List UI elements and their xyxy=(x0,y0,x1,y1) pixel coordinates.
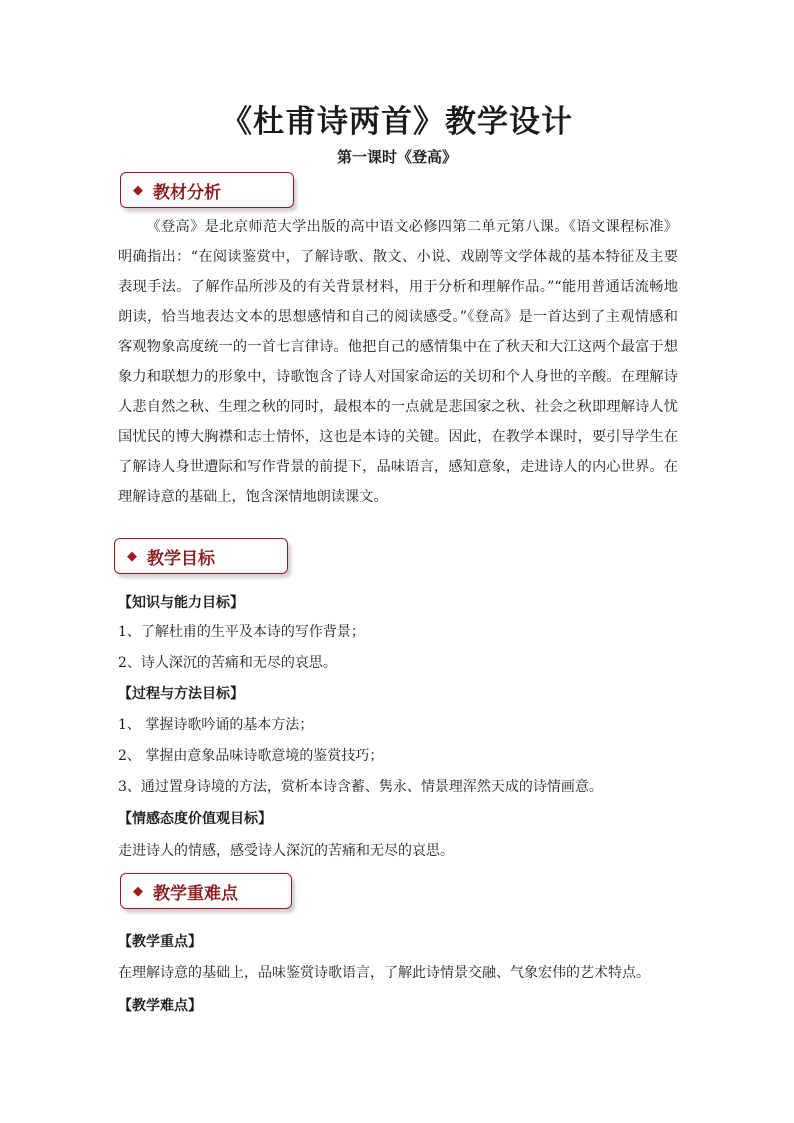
knowledge-goal-item: 2、诗人深沉的苦痛和无尽的哀思。 xyxy=(118,655,337,671)
process-goal-item: 1、 掌握诗歌吟诵的基本方法； xyxy=(118,717,314,733)
emotion-goal-text: 走进诗人的情感，感受诗人深沉的苦痛和无尽的哀思。 xyxy=(118,843,454,859)
process-goal-item: 3、通过置身诗境的方法，赏析本诗含蓄、隽永、情景理浑然天成的诗情画意。 xyxy=(118,779,603,795)
section-heading-label: 教学目标 xyxy=(147,548,215,569)
focus-title: 【教学重点】 xyxy=(118,934,202,950)
document-subtitle: 第一课时《登高》 xyxy=(336,148,457,166)
section-heading-label: 教材分析 xyxy=(153,182,221,203)
section-heading-analysis xyxy=(120,172,294,208)
section-heading-goals xyxy=(114,538,288,574)
diamond-icon: ◆ xyxy=(127,548,137,564)
difficulty-title: 【教学难点】 xyxy=(118,998,202,1014)
section-heading-label: 教学重难点 xyxy=(153,883,238,904)
focus-text: 在理解诗意的基础上，品味鉴赏诗歌语言，了解此诗情景交融、气象宏伟的艺术特点。 xyxy=(118,965,650,981)
diamond-icon: ◆ xyxy=(133,182,143,198)
document-title: 《杜甫诗两首》教学设计 xyxy=(221,104,573,140)
emotion-goal-title: 【情感态度价值观目标】 xyxy=(118,811,272,827)
analysis-paragraph: 《登高》是北京师范大学出版的高中语文必修四第二单元第八课。《语文课程标准》明确指出：“在阅读鉴赏中，了解诗歌、散文、小说、戏剧等文学体裁的基本特征及主要表现手法。了解作品所涉及的有关背景材料，用于分析和理解作品。”“能用普通话流畅地朗读，恰当地表达文本的思想感情和自己的阅读感受。”《登高》是一首达到了主观情感和客观物象高度统一的一首七言律诗。他把自己的感情集中在了秋天和大江这两个最富于想象力和联想力的形象中，诗歌饱含了诗人对国家命运的关切和个人身世的辛酸。在理解诗人悲自然之秋、生理之秋的同时，最根本的一点就是悲国家之秋、社会之秋即理解诗人忧国忧民的博大胸襟和志士情怀，这也是本诗的关键。因此，在教学本课时，要引导学生在了解诗人身世遭际和写作背景的前提下，品味语言，感知意象，走进诗人的内心世界。在理解诗意的基础上，饱含深情地朗读课文。 xyxy=(118,219,678,505)
diamond-icon: ◆ xyxy=(133,883,143,899)
knowledge-goal-item: 1、了解杜甫的生平及本诗的写作背景； xyxy=(118,624,365,640)
knowledge-goal-title: 【知识与能力目标】 xyxy=(118,595,244,611)
process-goal-item: 2、 掌握由意象品味诗歌意境的鉴赏技巧； xyxy=(118,748,384,764)
section-heading-keypoints xyxy=(120,873,292,909)
process-goal-title: 【过程与方法目标】 xyxy=(118,686,244,702)
